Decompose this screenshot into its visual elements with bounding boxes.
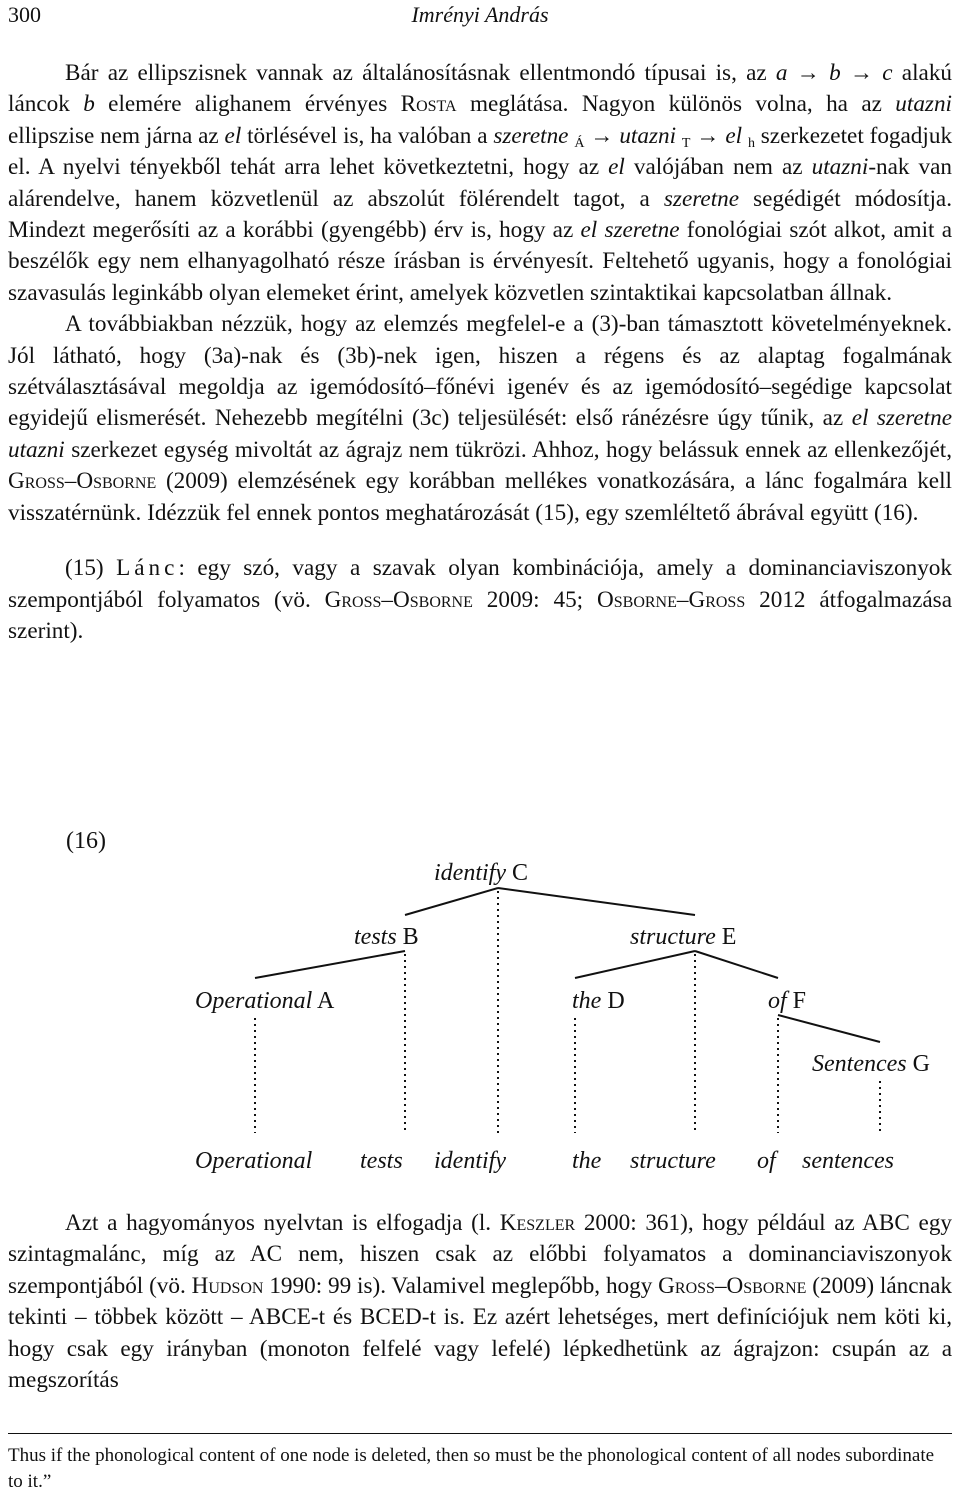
node-f: of F [768,988,807,1014]
page-number: 300 [8,2,41,27]
linear-sentence [195,1148,894,1174]
paragraph-1: Bár az ellipszisnek vannak az általánosításnak ellentmondó típusai is, az a → b → c alakú láncok b elemére alighanem érvényes Rosta meglátása. Nagyon különös volna, ha az utazni ellipszise nem járna az el törlésével is, ha valóban a szeretne $_Á$ → utazni $_T$ → el $_h$ szerkezetet fogadjuk el. A nyelvi tényekből tehát arra lehet következtetni, hogy az el valójában nem az utazni-nak van alárendelve, hanem közvetlenül az abszolút fölérendelt tagot, a szeretne segédigét módosítja. Mindezt megerősíti az a korábbi (gyengébb) érv is, hogy az el szeretne fonológiai szót alkot, amit a beszélők egy nem elhanyagolható része írásban is érvényesít. Feltehető ugyanis, hogy a fonológiai szavasulás leginkább olyan elemeket érint, amelyek közvetlen szintaktikai kapcsolatban állnak. [8,60,953,306]
footnote: Thus if the phonological content of one node is deleted, then so must be the phonological content of all nodes subordinate to it.” [8,1445,935,1492]
sentence-word: structure [630,1148,716,1174]
figure-label: (16) [66,828,106,854]
sentence-word: Operational [195,1148,313,1174]
main-text [8,58,952,647]
sentence-word: the [572,1148,602,1174]
node-e: structure E [630,924,737,950]
main-text-continued [8,1208,952,1396]
page-header [8,0,952,30]
running-head: Imrényi András [411,2,549,27]
node-a: Operational A [195,988,335,1014]
node-c: identify C [434,860,528,886]
footnote-rule [8,1433,952,1434]
sentence-word: identify [434,1148,506,1174]
tree-edges [255,888,880,1042]
sentence-word: sentences [802,1148,894,1174]
node-b: tests B [354,924,419,950]
sentence-word: of [757,1148,776,1174]
node-g: Sentences G [812,1051,930,1077]
paragraph-3: Azt a hagyományos nyelvtan is elfogadja (l. Keszler 2000: 361), hogy például az ABC egy szintagmalánc, míg az AC nem, hiszen csak az előbbi folyamatos a dominanciaviszonyok szempontjából (vö. Hudson 1990: 99 is). Valamivel meglepőbb, hogy Groß–Osborne (2009) láncnak tekinti – többek között – ABCE-t és BCED-t is. Ez azért lehetséges, mert definíciójuk nem köti ki, hogy csak egy irányban (monoton felfelé vagy lefelé) lépkedhetünk az ágrajzon: csupán az a megszorítás [8,1210,953,1394]
definition-15: (15) Lánc: egy szó, vagy a szavak olyan kombinációja, amely a dominanciaviszonyok szempontjából folyamatos (vö. Groß–Osborne 2009: 45; Osborne–Groß 2012 átfogalmazása szerint). [8,555,952,644]
node-d: the D [572,988,625,1014]
sentence-word: tests [360,1148,403,1174]
dependency-tree-figure [0,818,960,1188]
paragraph-2: A továbbiakban nézzük, hogy az elemzés megfelel-e a (3)-ban támasztott követelményeknek. Jól látható, hogy (3a)-nak és (3b)-nek igen, hiszen a régens és az alaptag fogalmának szétválasztásával megoldja az igemódosító–főnévi igenév és az igemódosító–segédige kapcsolat egyidejű elismerését. Nehezebb megítélni (3c) teljesülését: első ránézésre úgy tűnik, az el szeretne utazni szerkezet egység mivoltát az ágrajz nem tükrözi. Ahhoz, hogy belássuk ennek az ellenkezőjét, Groß–Osborne (2009) elemzésének egy korábban mellékes vonatkozására, a lánc fogalmára kell visszatérnünk. Idézzük fel ennek pontos meghatározását (15), egy szemléltető ábrával együtt (16). [8,311,952,526]
